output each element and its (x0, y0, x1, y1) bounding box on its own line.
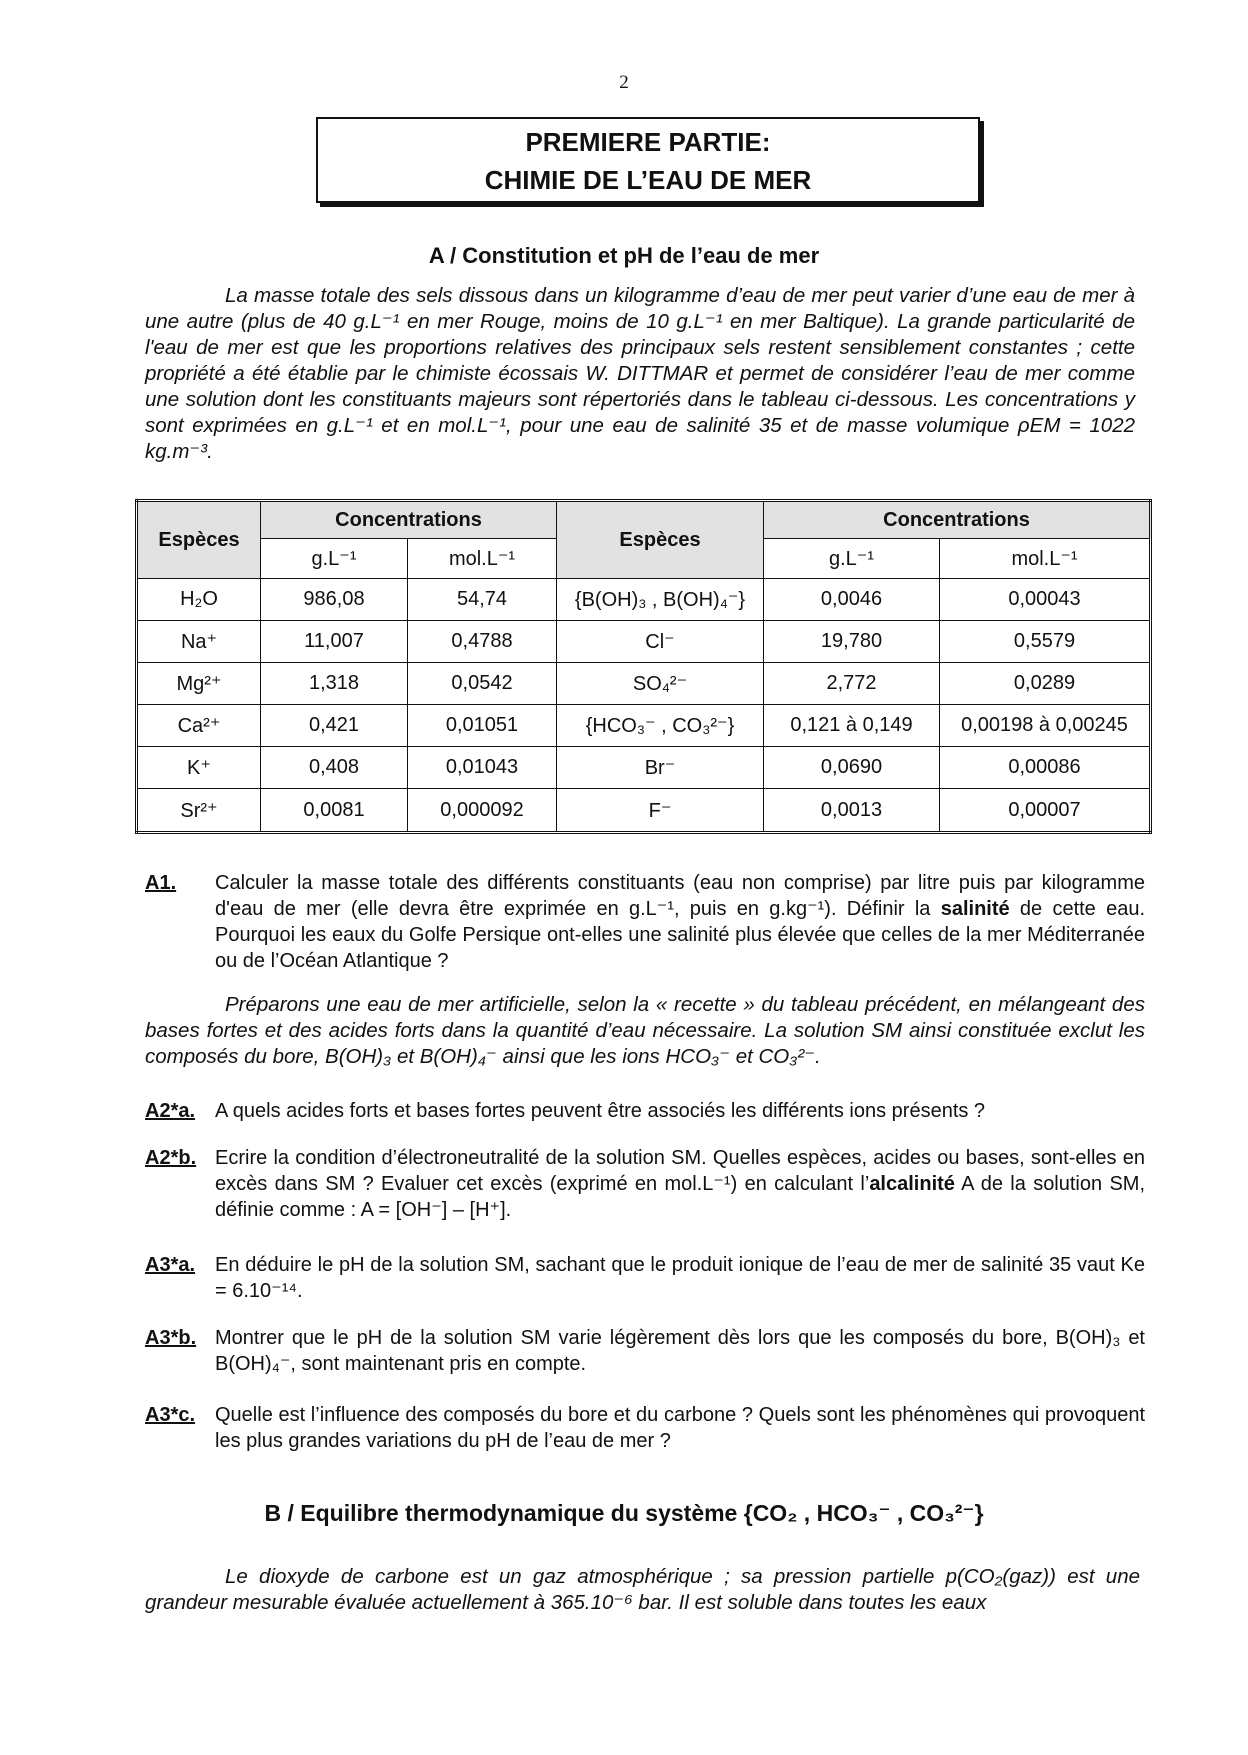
artificial-seawater-paragraph: Préparons une eau de mer artificielle, selon la « recette » du tableau précédent, en mélangeant des bases fortes et des acides forts dans la quantité d’eau nécessaire. La solution SM ainsi constituée exclut les composés du bore, B(OH)₃ et B(OH)₄⁻ ainsi que les ions HCO₃⁻ et CO₃²⁻. (145, 993, 1145, 1068)
species-cell: {B(OH)₃ , B(OH)₄⁻} (557, 579, 764, 621)
conc-gl-cell: 0,121 à 0,149 (764, 705, 940, 747)
conc-gl-cell: 0,0690 (764, 747, 940, 789)
table-row (137, 579, 1151, 621)
constituents-table (135, 499, 1152, 834)
species-cell: {HCO₃⁻ , CO₃²⁻} (557, 705, 764, 747)
question-text: En déduire le pH de la solution SM, sachant que le produit ionique de l’eau de mer de salinité 35 vaut Ke = 6.10⁻¹⁴. (215, 1254, 1145, 1302)
page-number: 2 (619, 72, 629, 93)
part-title-line2: CHIMIE DE L’EAU DE MER (484, 165, 812, 195)
species-cell: Cl⁻ (557, 621, 764, 663)
question-text: Montrer que le pH de la solution SM varie légèrement dès lors que les composés du bore, B(OH)₃ et B(OH)₄⁻, sont maintenant pris en compte. (215, 1327, 1145, 1375)
conc-moll-cell: 54,74 (408, 579, 557, 621)
conc-moll-cell: 0,01051 (408, 705, 557, 747)
header-gl-left: g.L⁻¹ (261, 539, 408, 579)
conc-moll-cell: 0,4788 (408, 621, 557, 663)
species-cell: Mg²⁺ (137, 663, 261, 705)
conc-gl-cell: 2,772 (764, 663, 940, 705)
question-a2a (145, 1098, 1145, 1124)
alcalinite-term: alcalinité (869, 1173, 955, 1195)
conc-moll-cell: 0,01043 (408, 747, 557, 789)
section-a-title: A / Constitution et pH de l’eau de mer (428, 243, 820, 268)
question-label: A3*b. (145, 1327, 197, 1349)
table-row (137, 747, 1151, 789)
species-cell: K⁺ (137, 747, 261, 789)
table-row (137, 663, 1151, 705)
header-gl-right: g.L⁻¹ (764, 539, 940, 579)
part-title-line1: PREMIERE PARTIE: (525, 127, 771, 157)
question-text: Quelle est l’influence des composés du bore et du carbone ? Quels sont les phénomènes qui provoquent les plus grandes variations du pH de l’eau de mer ? (215, 1404, 1145, 1452)
conc-gl-cell: 986,08 (261, 579, 408, 621)
question-label: A3*a. (145, 1254, 196, 1276)
header-species-right: Espèces (557, 501, 764, 579)
conc-gl-cell: 0,0013 (764, 789, 940, 833)
conc-gl-cell: 19,780 (764, 621, 940, 663)
question-a3c (145, 1402, 1145, 1454)
question-text: Ecrire la condition d’électroneutralité de la solution SM. Quelles espèces, acides ou bases, sont-elles en excès dans SM ? Evaluer cet excès (exprimé en mol.L⁻¹) en calculant l’alcalinité A de la solution SM, définie comme : A = [OH⁻] – [H⁺]. (215, 1147, 1146, 1221)
section-b-intro: Le dioxyde de carbone est un gaz atmosphérique ; sa pression partielle p(CO₂(gaz)) est une grandeur mesurable évaluée actuellement à 365.10⁻⁶ bar. Il est soluble dans toutes les eaux (145, 1565, 1140, 1614)
table-row (137, 789, 1151, 833)
question-text: Calculer la masse totale des différents constituants (eau non comprise) par litre puis par kilogramme d'eau de mer (elle devra être exprimée en g.L⁻¹, puis en g.kg⁻¹). Définir la salinité de cette eau. Pourquoi les eaux du Golfe Persique ont-elles une salinité plus élevée que celles de la mer Méditerranée ou de l’Océan Atlantique ? (215, 872, 1145, 972)
question-label: A2*b. (145, 1147, 197, 1169)
question-a3a (145, 1252, 1145, 1304)
conc-gl-cell: 0,0046 (764, 579, 940, 621)
conc-gl-cell: 0,421 (261, 705, 408, 747)
conc-gl-cell: 0,0081 (261, 789, 408, 833)
conc-moll-cell: 0,0289 (940, 663, 1151, 705)
part-title-box (316, 117, 980, 203)
conc-moll-cell: 0,00086 (940, 747, 1151, 789)
conc-gl-cell: 11,007 (261, 621, 408, 663)
species-cell: SO₄²⁻ (557, 663, 764, 705)
question-label: A2*a. (145, 1100, 196, 1122)
species-cell: Na⁺ (137, 621, 261, 663)
conc-gl-cell: 0,408 (261, 747, 408, 789)
species-cell: Br⁻ (557, 747, 764, 789)
question-a2b (145, 1145, 1145, 1223)
header-moll-left: mol.L⁻¹ (408, 539, 557, 579)
table-row (137, 621, 1151, 663)
header-species-left: Espèces (137, 501, 261, 579)
section-b-title: B / Equilibre thermodynamique du système {CO₂ , HCO₃⁻ , CO₃²⁻} (264, 1500, 984, 1526)
species-cell: H₂O (137, 579, 261, 621)
question-a1 (145, 870, 1145, 974)
question-label: A1. (145, 872, 177, 894)
species-cell: F⁻ (557, 789, 764, 833)
conc-moll-cell: 0,00007 (940, 789, 1151, 833)
conc-moll-cell: 0,00043 (940, 579, 1151, 621)
species-cell: Ca²⁺ (137, 705, 261, 747)
question-text: A quels acides forts et bases fortes peuvent être associés les différents ions présents ? (215, 1100, 986, 1122)
conc-moll-cell: 0,0542 (408, 663, 557, 705)
conc-moll-cell: 0,000092 (408, 789, 557, 833)
header-moll-right: mol.L⁻¹ (940, 539, 1151, 579)
section-a-intro: La masse totale des sels dissous dans un kilogramme d’eau de mer peut varier d’une eau de mer à une autre (plus de 40 g.L⁻¹ en mer Rouge, moins de 10 g.L⁻¹ en mer Baltique). La grande particularité de l'eau de mer est que les proportions relatives des principaux sels restent sensiblement constantes ; cette propriété a été établie par le chimiste écossais W. DITTMAR et permet de considérer l’eau de mer comme une solution dont les constituants majeurs sont répertoriés dans le tableau ci-dessous. Les concentrations y sont exprimées en g.L⁻¹ et en mol.L⁻¹, pour une eau de salinité 35 et de masse volumique ρEM = 1022 kg.m⁻³. (145, 284, 1135, 463)
conc-gl-cell: 1,318 (261, 663, 408, 705)
question-a3b (145, 1325, 1145, 1377)
conc-moll-cell: 0,5579 (940, 621, 1151, 663)
header-concentrations-right: Concentrations (764, 501, 1151, 539)
species-cell: Sr²⁺ (137, 789, 261, 833)
header-concentrations-left: Concentrations (261, 501, 557, 539)
table-row (137, 705, 1151, 747)
question-label: A3*c. (145, 1404, 196, 1426)
salinite-term: salinité (940, 898, 1010, 920)
conc-moll-cell: 0,00198 à 0,00245 (940, 705, 1151, 747)
